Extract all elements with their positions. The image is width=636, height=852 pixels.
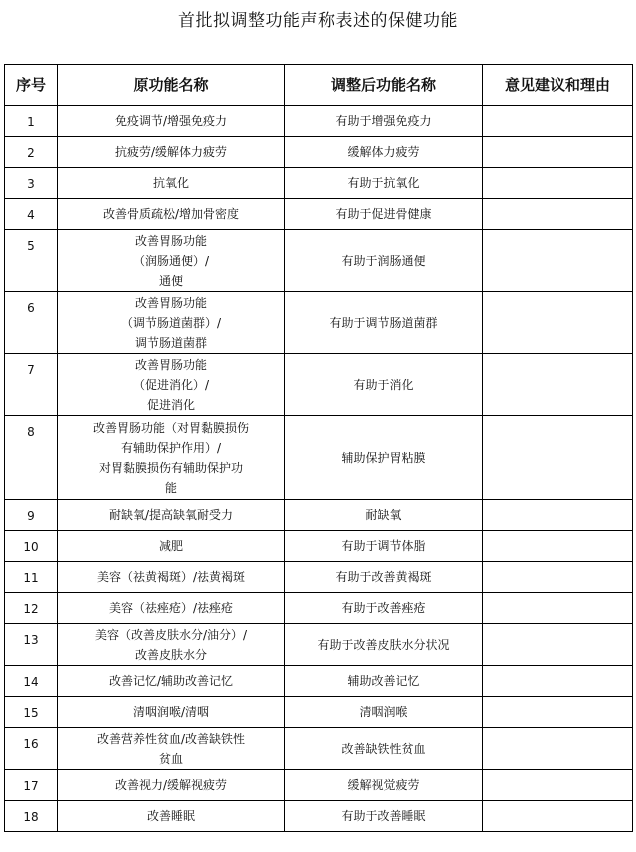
table-row xyxy=(5,728,633,770)
header-serial-number: 序号 xyxy=(5,65,58,106)
adjusted-function-cell: 有助于促进骨健康 xyxy=(285,199,483,230)
opinion-cell xyxy=(483,697,633,728)
original-function-line: 改善骨质疏松/增加骨密度 xyxy=(102,207,240,221)
adjusted-function-cell: 有助于抗氧化 xyxy=(285,168,483,199)
row-number: 1 xyxy=(5,106,58,137)
original-function-line: 改善胃肠功能（对胃黏膜损伤 xyxy=(92,420,249,435)
original-function-line: 有辅助保护作用）/ xyxy=(120,440,222,455)
original-function-line: 改善记忆/辅助改善记忆 xyxy=(108,674,234,688)
original-function-cell xyxy=(58,801,285,832)
original-function-line: 减肥 xyxy=(158,539,183,553)
original-function-cell xyxy=(58,106,285,137)
original-function-line: 改善视力/缓解视疲劳 xyxy=(114,778,228,792)
original-function-line: 对胃黏膜损伤有辅助保护功 xyxy=(98,460,243,475)
row-number: 4 xyxy=(5,199,58,230)
row-number: 3 xyxy=(5,168,58,199)
original-function-line: 美容（改善皮肤水分/油分）/ xyxy=(94,627,248,642)
original-function-cell xyxy=(58,593,285,624)
original-function-cell xyxy=(58,697,285,728)
page-title: 首批拟调整功能声称表述的保健功能 xyxy=(178,11,458,31)
adjusted-function-cell: 有助于润肠通便 xyxy=(285,230,483,292)
original-function-line: （调节肠道菌群）/ xyxy=(120,315,222,330)
table-row xyxy=(5,666,633,697)
row-number: 18 xyxy=(5,801,58,832)
original-function-cell xyxy=(58,354,285,416)
opinion-cell xyxy=(483,168,633,199)
original-function-line: 改善胃肠功能 xyxy=(134,357,207,372)
original-function-cell xyxy=(58,531,285,562)
original-function-line: 美容（祛痤疮）/祛痤疮 xyxy=(108,601,234,615)
original-function-cell xyxy=(58,292,285,354)
table-row xyxy=(5,531,633,562)
opinion-cell xyxy=(483,292,633,354)
original-function-line: 改善睡眠 xyxy=(146,809,195,823)
opinion-cell xyxy=(483,770,633,801)
original-function-line: 改善胃肠功能 xyxy=(134,233,207,248)
row-number: 11 xyxy=(5,562,58,593)
original-function-line: （润肠通便）/ xyxy=(132,253,210,268)
opinion-cell xyxy=(483,624,633,666)
table-row xyxy=(5,354,633,416)
original-function-line: 通便 xyxy=(158,273,183,288)
opinion-cell xyxy=(483,562,633,593)
row-number: 14 xyxy=(5,666,58,697)
original-function-line: 促进消化 xyxy=(146,397,195,412)
table-row xyxy=(5,697,633,728)
table-row xyxy=(5,801,633,832)
table-row xyxy=(5,230,633,292)
adjusted-function-cell: 有助于调节肠道菌群 xyxy=(285,292,483,354)
row-number: 13 xyxy=(5,624,58,666)
adjusted-function-cell: 辅助保护胃粘膜 xyxy=(285,416,483,500)
adjusted-function-cell: 有助于改善睡眠 xyxy=(285,801,483,832)
adjusted-function-cell: 辅助改善记忆 xyxy=(285,666,483,697)
original-function-line: 抗氧化 xyxy=(152,176,189,190)
original-function-cell xyxy=(58,770,285,801)
original-function-line: （促进消化）/ xyxy=(132,377,210,392)
row-number: 6 xyxy=(5,292,58,354)
original-function-cell xyxy=(58,137,285,168)
table-row xyxy=(5,593,633,624)
original-function-line: 清咽润喉/清咽 xyxy=(132,705,210,719)
table-row xyxy=(5,416,633,500)
original-function-cell xyxy=(58,416,285,500)
table-row xyxy=(5,562,633,593)
adjusted-function-cell: 缓解体力疲劳 xyxy=(285,137,483,168)
row-number: 2 xyxy=(5,137,58,168)
adjusted-function-cell: 有助于消化 xyxy=(285,354,483,416)
original-function-line: 免疫调节/增强免疫力 xyxy=(114,114,228,128)
table-row xyxy=(5,292,633,354)
adjusted-function-cell: 有助于改善黄褐斑 xyxy=(285,562,483,593)
opinion-cell xyxy=(483,531,633,562)
health-claims-table xyxy=(4,64,633,832)
original-function-line: 耐缺氧/提高缺氧耐受力 xyxy=(108,508,234,522)
opinion-cell xyxy=(483,666,633,697)
adjusted-function-cell: 有助于改善痤疮 xyxy=(285,593,483,624)
table-row xyxy=(5,199,633,230)
row-number: 5 xyxy=(5,230,58,292)
adjusted-function-cell: 耐缺氧 xyxy=(285,500,483,531)
table-row xyxy=(5,500,633,531)
opinion-cell xyxy=(483,593,633,624)
table-row xyxy=(5,137,633,168)
original-function-line: 调节肠道菌群 xyxy=(134,335,207,350)
opinion-cell xyxy=(483,230,633,292)
row-number: 15 xyxy=(5,697,58,728)
row-number: 7 xyxy=(5,354,58,416)
opinion-cell xyxy=(483,728,633,770)
adjusted-function-cell: 清咽润喉 xyxy=(285,697,483,728)
original-function-line: 改善胃肠功能 xyxy=(134,295,207,310)
original-function-cell xyxy=(58,500,285,531)
original-function-cell xyxy=(58,168,285,199)
table-row xyxy=(5,168,633,199)
table-row xyxy=(5,106,633,137)
table-row xyxy=(5,624,633,666)
header-adjusted-name: 调整后功能名称 xyxy=(285,65,483,106)
row-number: 16 xyxy=(5,728,58,770)
opinion-cell xyxy=(483,500,633,531)
row-number: 9 xyxy=(5,500,58,531)
opinion-cell xyxy=(483,106,633,137)
table-header-row xyxy=(5,65,633,106)
original-function-line: 美容（祛黄褐斑）/祛黄褐斑 xyxy=(96,570,246,584)
original-function-cell xyxy=(58,728,285,770)
table-row xyxy=(5,770,633,801)
original-function-line: 贫血 xyxy=(158,751,183,766)
opinion-cell xyxy=(483,199,633,230)
opinion-cell xyxy=(483,801,633,832)
adjusted-function-cell: 缓解视觉疲劳 xyxy=(285,770,483,801)
opinion-cell xyxy=(483,354,633,416)
header-opinion: 意见建议和理由 xyxy=(483,65,633,106)
adjusted-function-cell: 有助于改善皮肤水分状况 xyxy=(285,624,483,666)
original-function-cell xyxy=(58,624,285,666)
adjusted-function-cell: 有助于增强免疫力 xyxy=(285,106,483,137)
row-number: 10 xyxy=(5,531,58,562)
original-function-line: 改善皮肤水分 xyxy=(134,647,207,662)
original-function-cell xyxy=(58,562,285,593)
header-original-name: 原功能名称 xyxy=(58,65,285,106)
row-number: 12 xyxy=(5,593,58,624)
opinion-cell xyxy=(483,137,633,168)
original-function-line: 能 xyxy=(164,480,177,495)
original-function-line: 改善营养性贫血/改善缺铁性 xyxy=(96,731,246,746)
adjusted-function-cell: 有助于调节体脂 xyxy=(285,531,483,562)
adjusted-function-cell: 改善缺铁性贫血 xyxy=(285,728,483,770)
row-number: 8 xyxy=(5,416,58,500)
original-function-cell xyxy=(58,199,285,230)
original-function-cell xyxy=(58,666,285,697)
row-number: 17 xyxy=(5,770,58,801)
original-function-line: 抗疲劳/缓解体力疲劳 xyxy=(114,145,228,159)
original-function-cell xyxy=(58,230,285,292)
opinion-cell xyxy=(483,416,633,500)
